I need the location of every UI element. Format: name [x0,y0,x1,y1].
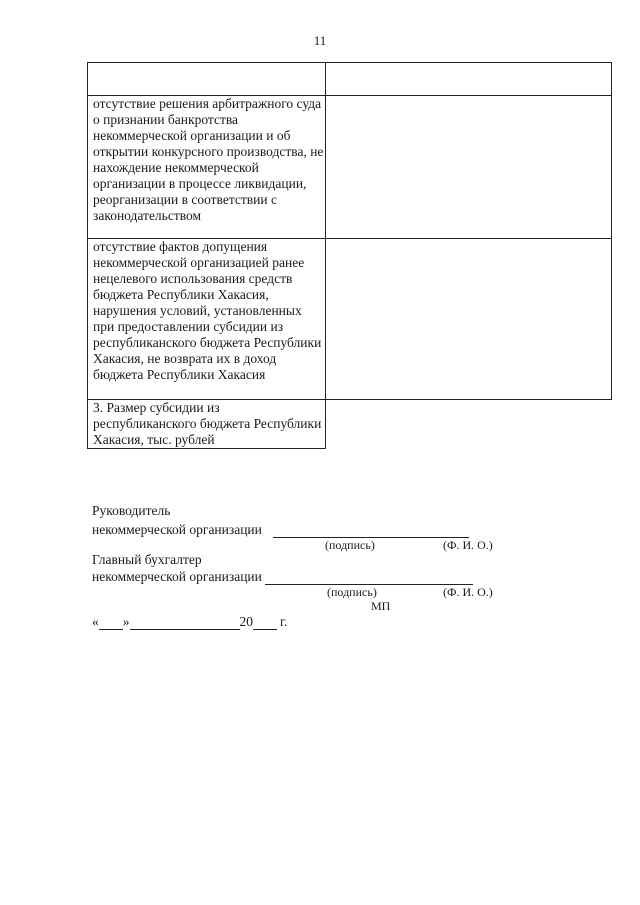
table-row [88,63,612,96]
head-signature-line [92,522,469,538]
accountant-signature-line [92,569,473,585]
table-cell-label: 3. Размер субсидии из республиканского бюджета Республики Хакасия, тыс. рублей [88,400,326,449]
date-year-field[interactable] [253,615,277,630]
date-year-suffix: г. [280,614,288,629]
date-year-prefix: 20 [239,614,253,629]
stamp-label: МП [371,599,391,613]
table-cell-value [326,63,612,96]
table-cell-value [326,400,612,449]
accountant-title: Главный бухгалтер [92,552,202,567]
date-day-field[interactable] [99,615,123,630]
date-month-field[interactable] [130,615,240,630]
table-cell-label: отсутствие решения арбитражного суда о признании банкротства некоммерческой организации и об открытии конкурсного производства, не нахождение некоммерческой организации в процессе ликвидации, реорганизации в соответствии с законодательством [88,96,326,239]
date-close-quote: » [122,614,130,629]
table-cell-label: отсутствие фактов допущения некоммерческой организацией ранее нецелевого использования средств бюджета Республики Хакасия, нарушения условий, установленных при предоставлении субсидии из республиканского бюджета Республики Хакасия, не возврата их в доход бюджета Республики Хакасия [88,239,326,400]
accountant-name-hint: (Ф. И. О.) [443,585,493,599]
head-sign-hint: (подпись) [325,538,375,552]
page-number: 11 [313,33,327,48]
table-row [88,239,612,400]
accountant-org-label: некоммерческой организации [92,569,262,584]
table-cell-value [326,96,612,239]
table-cell-value [326,239,612,400]
application-table [87,62,612,449]
table-row [88,96,612,239]
accountant-signature-field[interactable] [265,570,473,585]
table-row [88,400,612,449]
date-line [92,614,287,630]
head-signature-field[interactable] [273,523,469,538]
accountant-sign-hint: (подпись) [327,585,377,599]
head-title: Руководитель [92,503,171,518]
date-open-quote: « [92,614,99,629]
table-cell-label [88,63,326,96]
head-org-label: некоммерческой организации [92,522,262,537]
head-name-hint: (Ф. И. О.) [443,538,493,552]
